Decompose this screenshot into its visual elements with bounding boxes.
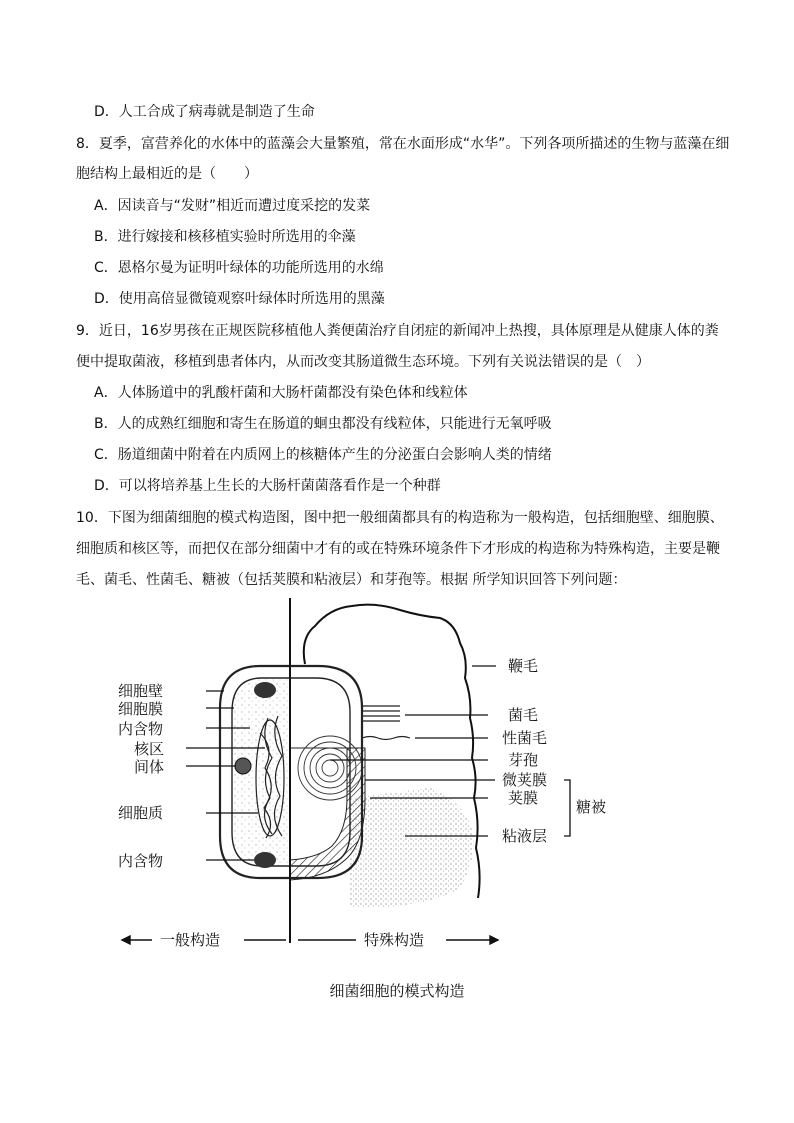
label-spore: 芽孢 bbox=[508, 751, 539, 769]
label-cell-wall: 细胞壁 bbox=[118, 682, 164, 700]
label-glycocalyx: 糖被 bbox=[576, 798, 607, 816]
q8-option-b: B．进行嫁接和核移植实验时所选用的伞藻 bbox=[94, 229, 356, 245]
label-slime-layer: 粘液层 bbox=[502, 827, 548, 845]
label-capsule: 荚膜 bbox=[508, 789, 539, 807]
diagram-caption: 细菌细胞的模式构造 bbox=[329, 982, 465, 1000]
q9-stem-line-2: 便中提取菌液，移植到患者体内，从而改变其肠道微生态环境。下列有关说法错误的是（ ） bbox=[76, 354, 650, 370]
general-structure-half bbox=[220, 666, 290, 878]
label-cytoplasm: 细胞质 bbox=[118, 804, 164, 822]
q9-stem-line-1: 9．近日，16岁男孩在正规医院移植他人粪便菌治疗自闭症的新闻冲上热搜，具体原理是从健康人体的粪 bbox=[76, 323, 719, 339]
label-flagellum: 鞭毛 bbox=[508, 657, 539, 675]
q7-option-d: D．人工合成了病毒就是制造了生命 bbox=[94, 104, 315, 120]
label-inclusion-top: 内含物 bbox=[118, 720, 164, 738]
label-pilus: 菌毛 bbox=[508, 706, 539, 724]
q10-stem-line-2: 细胞质和核区等，而把仅在部分细菌中才有的或在特殊环境条件下才形成的构造称为特殊构造，主要是鞭 bbox=[76, 541, 720, 557]
q9-option-a: A．人体肠道中的乳酸杆菌和大肠杆菌都没有染色体和线粒体 bbox=[94, 385, 468, 401]
general-structure-label: 一般构造 bbox=[160, 931, 221, 949]
q9-option-b: B．人的成熟红细胞和寄生在肠道的蛔虫都没有线粒体，只能进行无氧呼吸 bbox=[94, 416, 552, 432]
bacterial-cell-diagram bbox=[100, 598, 620, 970]
inclusion-top-granule bbox=[254, 682, 276, 698]
inclusion-bottom-granule bbox=[254, 852, 276, 868]
q8-option-d: D．使用高倍显微镜观察叶绿体时所选用的黑藻 bbox=[94, 291, 385, 307]
mesosome-shape bbox=[235, 758, 251, 774]
slime-layer-region bbox=[350, 788, 474, 908]
label-microcapsule: 微荚膜 bbox=[502, 771, 548, 789]
label-inclusion-bottom: 内含物 bbox=[118, 852, 164, 870]
label-mesosome: 间体 bbox=[134, 758, 165, 776]
label-nucleoid: 核区 bbox=[134, 740, 165, 758]
q8-stem-line-1: 8．夏季，富营养化的水体中的蓝藻会大量繁殖，常在水面形成“水华”。下列各项所描述的生物与蓝藻在细 bbox=[76, 136, 730, 152]
q9-option-c: C．肠道细菌中附着在内质网上的核糖体产生的分泌蛋白会影响人类的情绪 bbox=[94, 447, 552, 463]
q8-option-c: C．恩格尔曼为证明叶绿体的功能所选用的水绵 bbox=[94, 260, 384, 276]
q9-option-d: D．可以将培养基上生长的大肠杆菌菌落看作是一个种群 bbox=[94, 478, 441, 494]
label-cell-membrane: 细胞膜 bbox=[118, 700, 164, 718]
q10-stem-line-1: 10．下图为细菌细胞的模式构造图，图中把一般细菌都具有的构造称为一般构造，包括细胞壁、细胞膜、 bbox=[76, 510, 724, 526]
q10-stem-line-3: 毛、菌毛、性菌毛、糖被（包括荚膜和粘液层）和芽孢等。根据 所学知识回答下列问题： bbox=[76, 572, 627, 588]
q8-stem-line-2: 胞结构上最相近的是（ ） bbox=[76, 166, 258, 182]
sex-pilus-line bbox=[362, 737, 410, 740]
special-structure-label: 特殊构造 bbox=[364, 931, 425, 949]
pili-lines bbox=[362, 706, 400, 721]
q8-option-a: A．因读音与“发财”相近而遭过度采挖的发菜 bbox=[94, 198, 371, 214]
label-sex-pilus: 性菌毛 bbox=[502, 729, 548, 747]
